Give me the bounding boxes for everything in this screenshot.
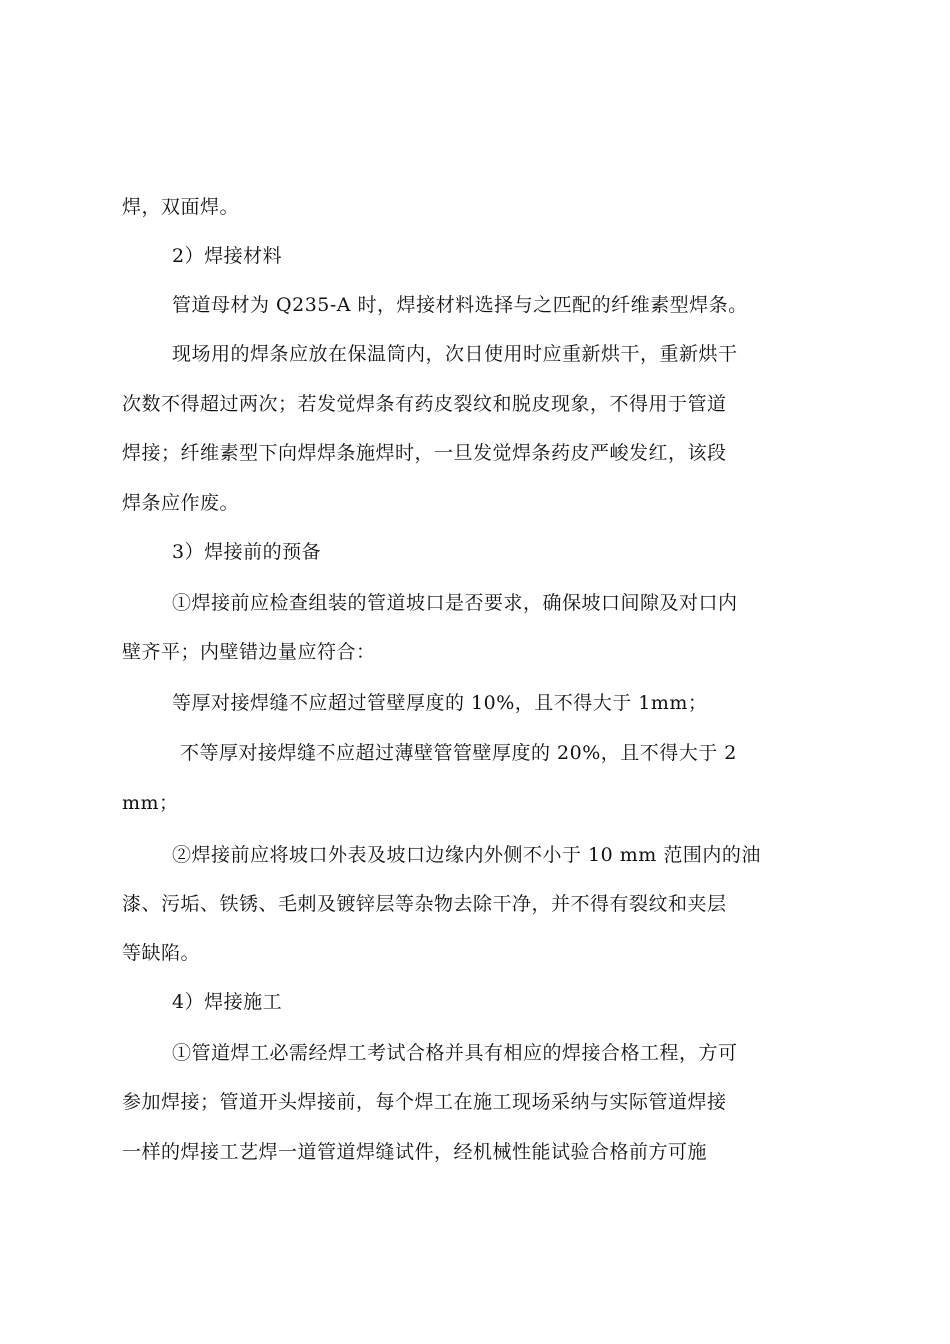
body-line: 壁齐平；内壁错边量应符合： <box>122 641 376 663</box>
body-line: 焊条应作废。 <box>122 492 240 514</box>
body-line: 漆、污垢、铁锈、毛刺及镀锌层等杂物去除干净，并不得有裂纹和夹层 <box>122 893 727 915</box>
body-line: 次数不得超过两次；若发觉焊条有药皮裂纹和脱皮现象，不得用于管道 <box>122 393 727 415</box>
body-line: 一样的焊接工艺焊一道管道焊缝试件，经机械性能试验合格前方可施 <box>122 1141 708 1163</box>
body-line: 现场用的焊条应放在保温筒内，次日使用时应重新烘干，重新烘干 <box>172 343 738 365</box>
section-heading: 3）焊接前的预备 <box>172 541 322 563</box>
body-line: ②焊接前应将坡口外表及坡口边缘内外侧不小于 10 mm 范围内的油 <box>172 844 761 866</box>
section-heading: 2）焊接材料 <box>172 245 283 267</box>
body-line: 等缺陷。 <box>122 942 201 964</box>
body-line: 管道母材为 Q235-A 时，焊接材料选择与之匹配的纤维素型焊条。 <box>172 294 748 316</box>
body-line: 焊接；纤维素型下向焊焊条施焊时，一旦发觉焊条药皮严峻发红，该段 <box>122 442 727 464</box>
body-line: 参加焊接；管道开头焊接前，每个焊工在施工现场采纳与实际管道焊接 <box>122 1091 727 1113</box>
body-line: 不等厚对接焊缝不应超过薄壁管管壁厚度的 20%，且不得大于 2 <box>180 742 737 764</box>
body-line: mm； <box>122 792 179 814</box>
body-line: ①焊接前应检查组装的管道坡口是否要求，确保坡口间隙及对口内 <box>172 592 738 614</box>
body-line: ①管道焊工必需经焊工考试合格并具有相应的焊接合格工程，方可 <box>172 1042 738 1064</box>
section-heading: 4）焊接施工 <box>172 991 283 1013</box>
body-line: 等厚对接焊缝不应超过管壁厚度的 10%，且不得大于 1mm； <box>172 692 708 714</box>
body-line: 焊，双面焊。 <box>122 196 240 218</box>
